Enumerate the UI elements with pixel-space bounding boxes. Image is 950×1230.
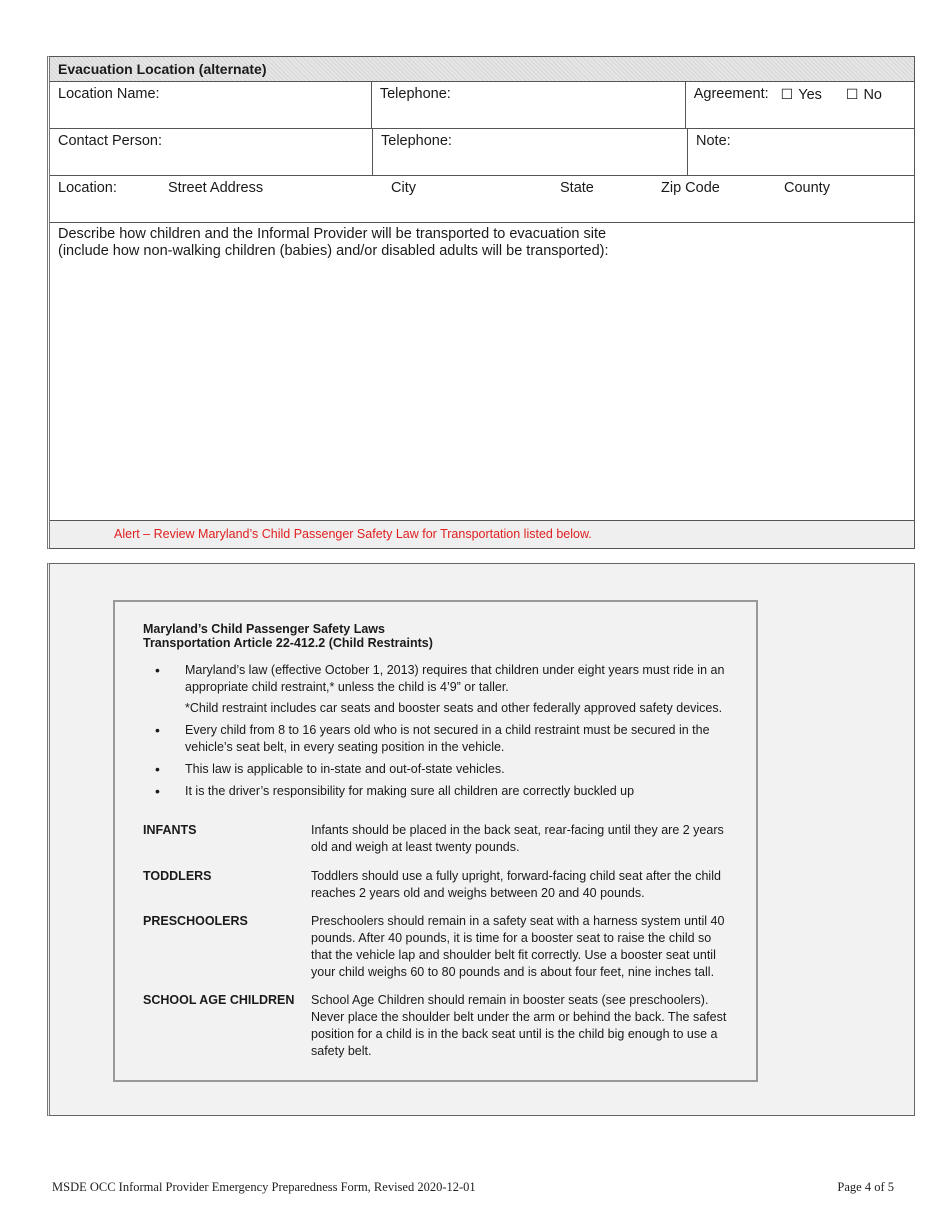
- footer-form-title: MSDE OCC Informal Provider Emergency Preparedness Form, Revised 2020-12-01: [52, 1180, 476, 1194]
- law-bullet-list: [143, 662, 730, 800]
- category-infants: [143, 822, 730, 856]
- zip-code-label: Zip Code: [661, 180, 720, 196]
- restraint-note: *Child restraint includes car seats and booster seats and other federally approved safety devices.: [185, 701, 723, 715]
- evacuation-form-table: [47, 56, 915, 549]
- agreement-no-option[interactable]: [846, 85, 882, 104]
- safety-law-panel: [47, 563, 915, 1116]
- bullet-icon: •: [155, 761, 160, 777]
- list-item: • Maryland’s law (effective October 1, 2013) requires that children under eight years must ride in an appropriate child restraint,* unless the child is 4’9” or taller.: [155, 662, 725, 694]
- category-toddlers: [143, 868, 730, 902]
- address-field[interactable]: [50, 176, 914, 222]
- telephone-label: Telephone:: [379, 86, 451, 102]
- yes-label: Yes: [798, 87, 822, 103]
- bullet-icon: •: [155, 662, 160, 678]
- agreement-label: Agreement:: [693, 86, 769, 102]
- no-label: No: [863, 87, 882, 103]
- address-row[interactable]: [50, 176, 914, 223]
- location-row: [50, 82, 914, 129]
- laws-title: Maryland’s Child Passenger Safety Laws: [143, 622, 385, 636]
- category-name: PRESCHOOLERS: [143, 914, 248, 928]
- category-preschoolers: [143, 913, 730, 981]
- list-item: • It is the driver’s responsibility for making sure all children are correctly buckled up: [155, 783, 635, 799]
- transport-description-field[interactable]: [50, 223, 914, 520]
- category-text: Infants should be placed in the back seat, rear-facing until they are 2 years old and weigh at least twenty pounds.: [311, 823, 724, 854]
- category-name: SCHOOL AGE CHILDREN: [143, 993, 295, 1007]
- alert-message: Alert – Review Maryland’s Child Passenger Safety Law for Transportation listed below.: [50, 520, 914, 548]
- contact-person-label: Contact Person:: [58, 133, 162, 149]
- section-header: Evacuation Location (alternate): [50, 57, 914, 82]
- bullet-icon: •: [155, 783, 160, 799]
- telephone-field[interactable]: [371, 82, 685, 128]
- location-name-label: Location Name:: [58, 86, 160, 102]
- category-school-age: [143, 992, 730, 1060]
- location-label: Location:: [58, 180, 117, 196]
- city-label: City: [391, 180, 416, 196]
- category-name: TODDLERS: [143, 869, 212, 883]
- location-name-field[interactable]: [50, 82, 371, 128]
- agreement-yes-option[interactable]: [781, 85, 822, 104]
- street-address-label: Street Address: [168, 180, 264, 196]
- telephone2-label: Telephone:: [381, 133, 452, 149]
- laws-subtitle: Transportation Article 22-412.2 (Child Restraints): [143, 636, 433, 650]
- category-text: Preschoolers should remain in a safety seat with a harness system until 40 pounds. After 40 pounds, it is time for a booster seat to raise the child so that the vehicle lap and shoulder belt fit correctly. Use a booster seat until your child weighs 60 to 80 pounds and is about four feet, nine inches tall.: [311, 914, 725, 979]
- state-label: State: [560, 180, 594, 196]
- bullet-icon: •: [155, 722, 160, 738]
- no-checkbox[interactable]: ☐: [845, 86, 859, 102]
- category-text: Toddlers should use a fully upright, forward-facing child seat after the child reaches 2 years old and weighs between 20 and 40 pounds.: [311, 869, 721, 900]
- yes-checkbox[interactable]: ☐: [780, 86, 794, 102]
- safety-law-box: [113, 600, 758, 1082]
- telephone2-field[interactable]: [372, 129, 687, 175]
- contact-row: [50, 129, 914, 176]
- footer-page-number: Page 4 of 5: [837, 1180, 894, 1194]
- note-label: Note:: [696, 133, 731, 149]
- note-field[interactable]: [687, 129, 914, 175]
- list-item: • This law is applicable to in-state and out-of-state vehicles.: [155, 761, 505, 777]
- category-name: INFANTS: [143, 823, 197, 837]
- describe-line-2: (include how non-walking children (babies) and/or disabled adults will be transported):: [58, 243, 609, 259]
- category-text: School Age Children should remain in booster seats (see preschoolers). Never place the shoulder belt under the arm or behind the back. The safest position for a child is in the back seat until is the child big enough to use a safety belt.: [311, 993, 727, 1058]
- list-item: • Every child from 8 to 16 years old who is not secured in a child restraint must be secured in the vehicle’s seat belt, in every seating position in the vehicle.: [155, 722, 710, 754]
- agreement-field: [685, 82, 914, 128]
- county-label: County: [784, 180, 830, 196]
- contact-person-field[interactable]: [50, 129, 372, 175]
- describe-line-1: Describe how children and the Informal Provider will be transported to evacuation site: [58, 226, 607, 242]
